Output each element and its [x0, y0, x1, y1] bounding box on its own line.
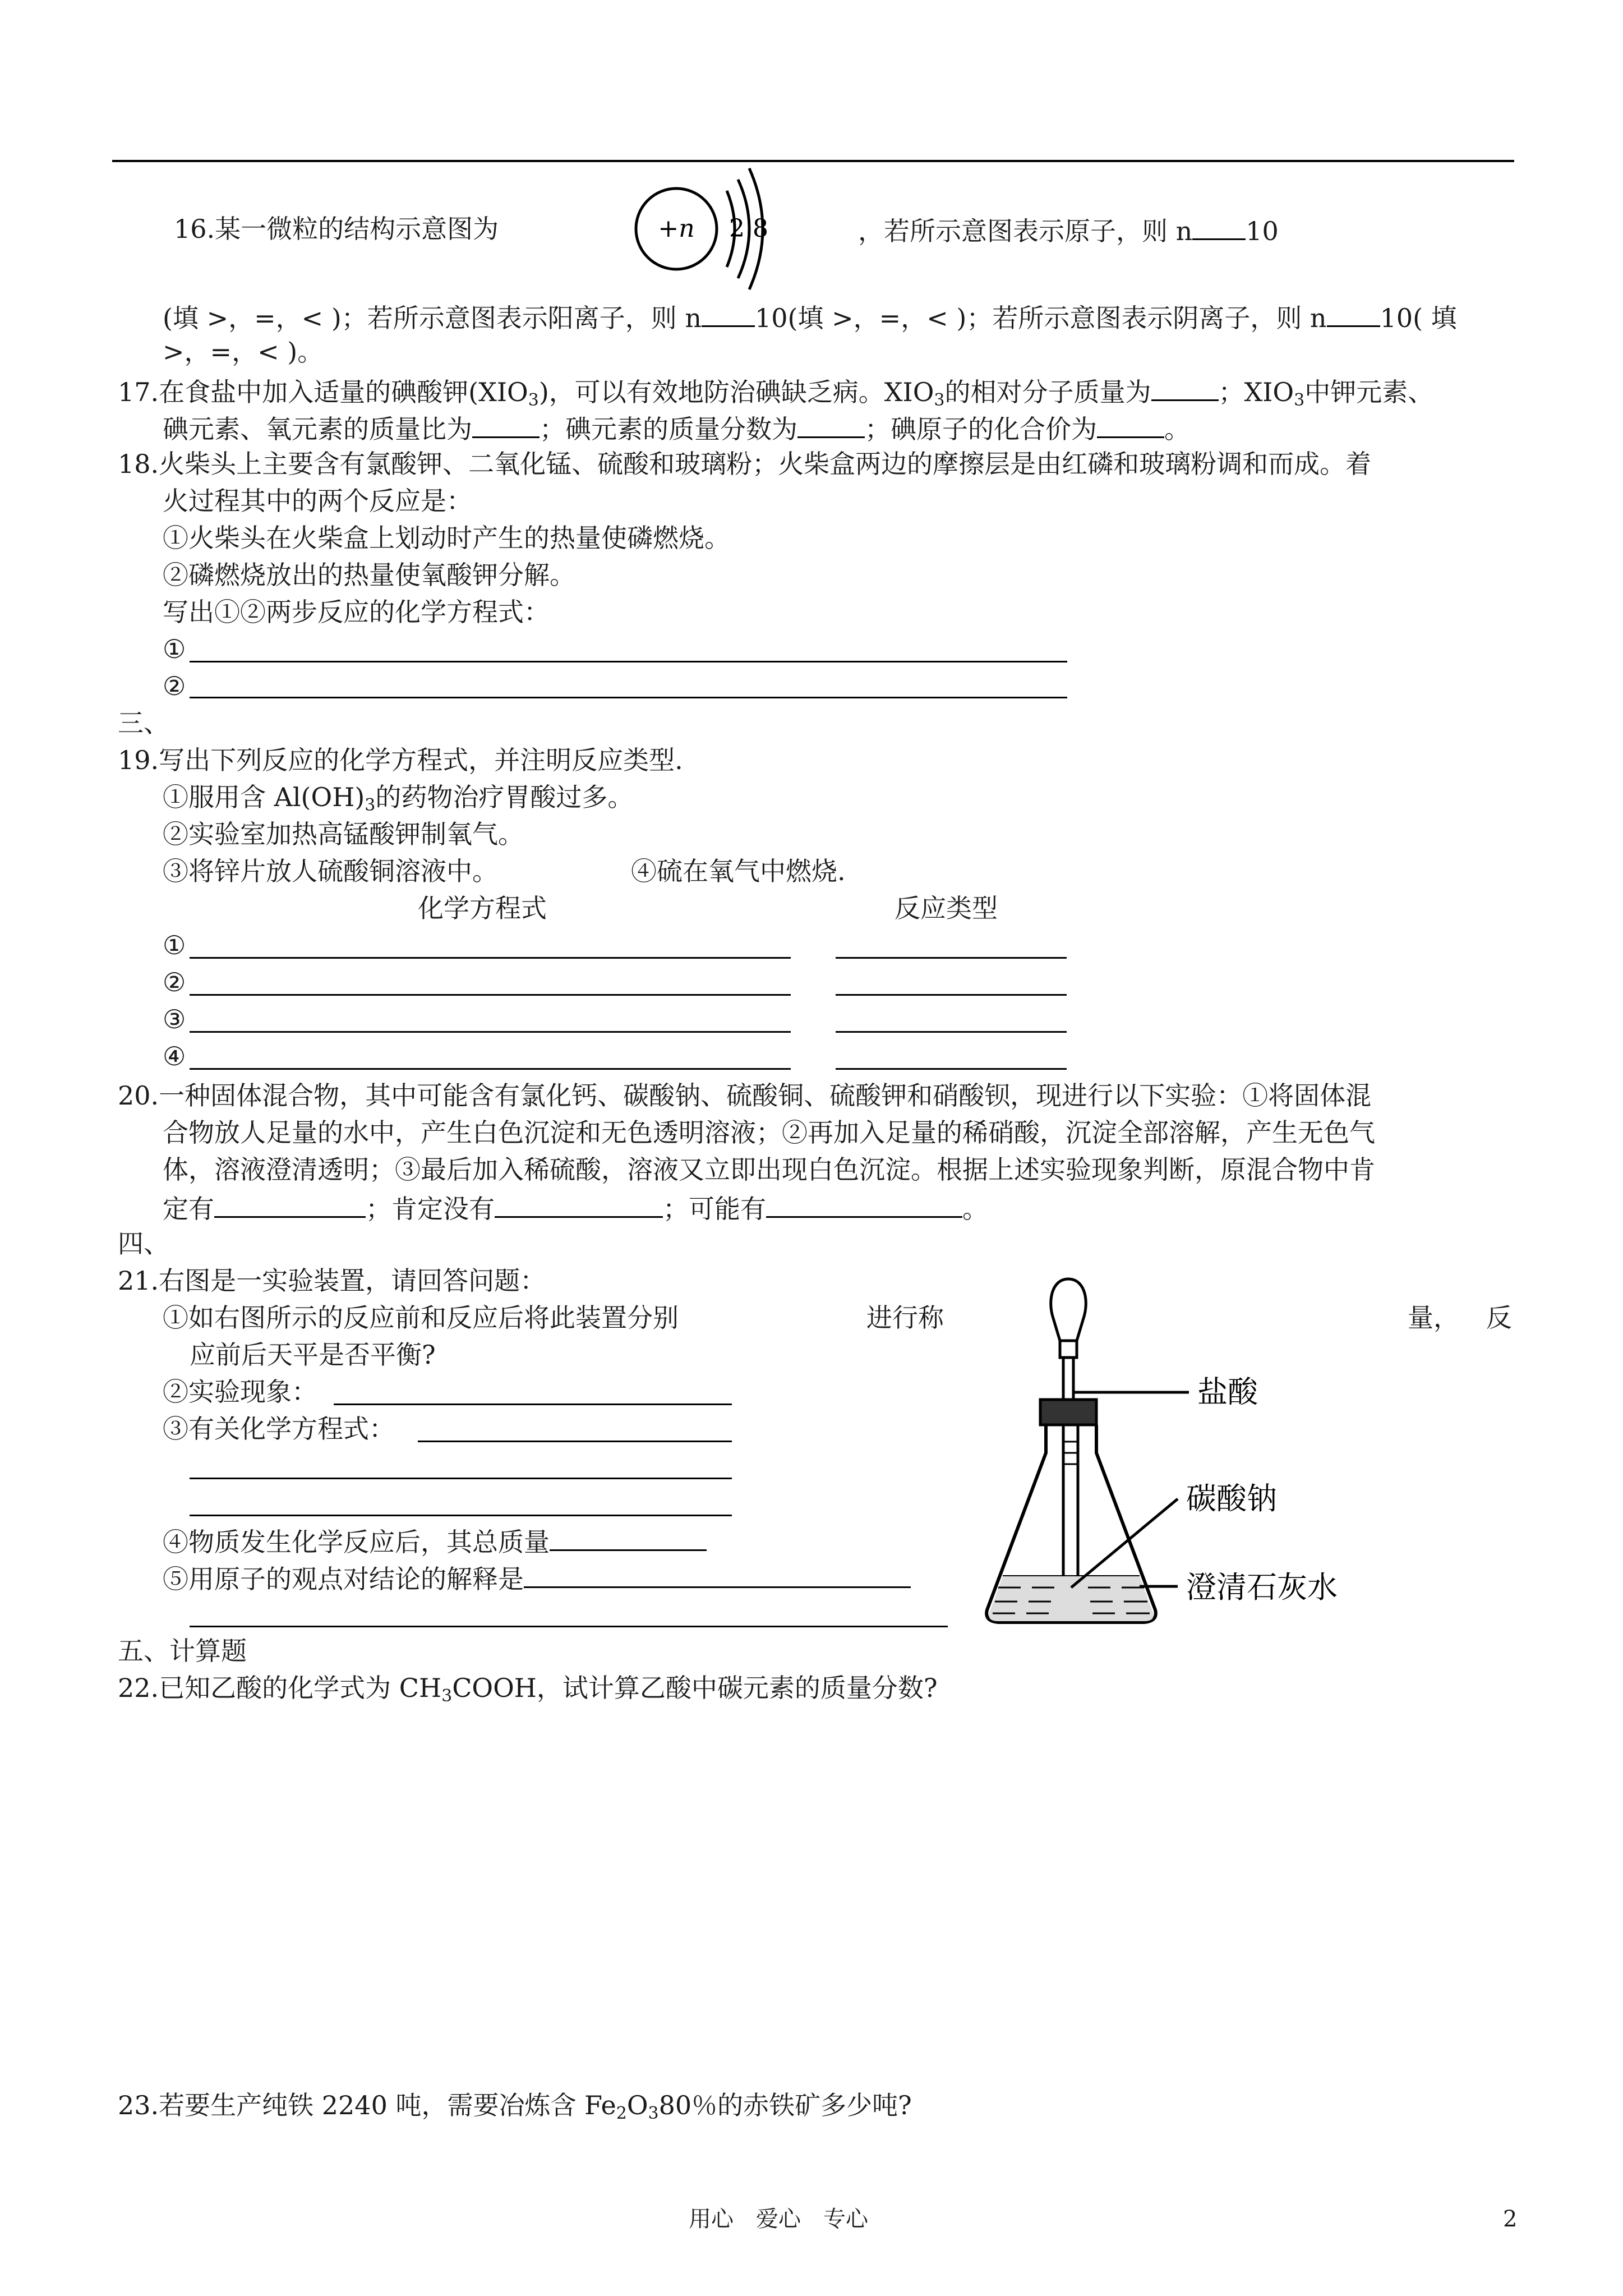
q23-line: 23.若要生产纯铁 2240 吨，需要冶炼含 $Fe_2O_380$％的赤铁矿多少吨?	[118, 2090, 912, 2123]
q18-mark1: ①	[163, 634, 186, 664]
q22-line: 22.已知乙酸的化学式为 $CH_3COOH$，试计算乙酸中碳元素的质量分数?	[118, 1673, 938, 1706]
dropper-bulb	[1051, 1279, 1086, 1341]
answer-line[interactable]	[836, 1031, 1067, 1033]
q18-line5: 写出①②两步反应的化学方程式：	[163, 597, 550, 627]
q19-col-equation: 化学方程式	[418, 893, 547, 923]
q19-mark1: ①	[163, 930, 186, 960]
answer-blank[interactable]	[524, 1564, 911, 1588]
q21-line3: 应前后天平是否平衡?	[190, 1340, 436, 1370]
answer-blank[interactable]	[1327, 303, 1380, 327]
answer-line[interactable]	[190, 957, 791, 959]
q20-line2: 合物放人足量的水中，产生白色沉淀和无色透明溶液；②再加入足量的稀硝酸，沉淀全部溶解，产生无色气	[163, 1117, 1375, 1148]
shell-electrons: 2 8	[729, 214, 768, 243]
q18-line1: 18.火柴头上主要含有氯酸钾、二氧化锰、硫酸和玻璃粉；火柴盒两边的摩擦层是由红磷和玻璃粉调和而成。着	[118, 449, 1372, 479]
answer-line[interactable]	[836, 994, 1067, 996]
answer-line[interactable]	[190, 1515, 732, 1516]
answer-blank[interactable]	[1097, 414, 1164, 438]
answer-line[interactable]	[418, 1441, 732, 1442]
q19-col-type: 反应类型	[895, 893, 998, 923]
label-hydrochloric-acid: 盐酸	[1197, 1374, 1258, 1410]
limewater-liquid	[989, 1576, 1153, 1621]
q21-line4: ②实验现象：	[163, 1377, 317, 1407]
q21-line2d: 反	[1486, 1303, 1512, 1333]
answer-blank[interactable]	[766, 1194, 962, 1218]
nucleus-label: +n	[658, 214, 695, 243]
q16-line3: >，=，< )。	[163, 337, 324, 367]
dropper-neck	[1060, 1341, 1077, 1358]
leader-na2co3	[1071, 1499, 1178, 1588]
section-5-heading: 五、计算题	[118, 1636, 247, 1666]
answer-line[interactable]	[190, 994, 791, 996]
q19-mark3: ③	[163, 1004, 186, 1034]
answer-line[interactable]	[836, 957, 1067, 959]
label-sodium-carbonate: 碳酸钠	[1186, 1481, 1277, 1516]
answer-line[interactable]	[190, 1478, 732, 1479]
answer-blank[interactable]	[1151, 377, 1219, 401]
q18-line3: ①火柴头在火柴盒上划动时产生的热量使磷燃烧。	[163, 523, 730, 553]
q21-line5: ③有关化学方程式：	[163, 1414, 395, 1444]
atom-structure-diagram	[623, 163, 780, 292]
answer-blank[interactable]	[797, 414, 865, 438]
q18-mark2: ②	[163, 671, 186, 701]
answer-blank[interactable]	[214, 1194, 366, 1218]
q19-line2: ①服用含 $Al(OH)_3$的药物治疗胃酸过多。	[163, 782, 634, 815]
q20-line3: 体，溶液澄清透明；③最后加入稀硫酸，溶液又立即出现白色沉淀。根据上述实验现象判断，原混合物中肯	[163, 1154, 1375, 1185]
section-3-heading: 三、	[118, 708, 169, 738]
q16-line1: 16.某一微粒的结构示意图为	[174, 214, 499, 244]
q21-line1: 21.右图是一实验装置，请回答问题：	[118, 1266, 546, 1296]
answer-blank[interactable]	[495, 1194, 663, 1218]
page-number: 2	[1503, 2206, 1518, 2232]
q21-line2b: 进行称	[866, 1303, 944, 1333]
q21-line2c: 量，	[1408, 1303, 1459, 1333]
answer-blank[interactable]	[472, 414, 540, 438]
answer-line[interactable]	[334, 1404, 732, 1405]
q16-line2: (填 >，=，< )；若所示意图表示阳离子，则 n 10(填 >，=，< )；若所示意图表示阴离子，则 n 10( 填	[163, 303, 1457, 333]
q20-line1: 20.一种固体混合物，其中可能含有氯化钙、碳酸钠、硫酸铜、硫酸钾和硝酸钡，现进行以下实验：①将固体混	[118, 1080, 1372, 1111]
q17-line2: 碘元素、氧元素的质量比为 ；碘元素的质量分数为 ；碘原子的化合价为 。	[163, 414, 1190, 444]
q17-line1: 17.在食盐中加入适量的碘酸钾$(XIO_3)$，可以有效地防治碘缺乏病。$XIO_3$的相对分子质量为 ；$XIO_3$中钾元素、	[118, 377, 1434, 410]
q21-line6: ④物质发生化学反应后，其总质量	[163, 1527, 707, 1555]
q19-mark4: ④	[163, 1041, 186, 1071]
section-4-heading: 四、	[118, 1228, 169, 1259]
answer-line[interactable]	[190, 661, 1067, 662]
rubber-stopper	[1040, 1400, 1096, 1425]
label-limewater: 澄清石灰水	[1186, 1570, 1338, 1605]
q21-line7: ⑤用原子的观点对结论的解释是	[163, 1564, 911, 1592]
answer-line[interactable]	[190, 1031, 791, 1033]
footer-motto: 用心 爱心 专心	[689, 2206, 868, 2232]
answer-line[interactable]	[836, 1068, 1067, 1070]
flask-apparatus-figure	[981, 1273, 1441, 1655]
q19-line4b: ④硫在氧气中燃烧.	[631, 856, 846, 886]
q16-line1-right: ，若所示意图表示原子，则 n 10	[858, 216, 1279, 246]
q19-line4a: ③将锌片放人硫酸铜溶液中。	[163, 856, 498, 886]
answer-blank[interactable]	[550, 1527, 707, 1551]
answer-blank[interactable]	[1192, 216, 1246, 240]
q20-line4: 定有 ；肯定没有 ；可能有 。	[163, 1194, 988, 1224]
answer-line[interactable]	[190, 1068, 791, 1070]
q19-mark2: ②	[163, 967, 186, 997]
answer-line[interactable]	[190, 697, 1067, 698]
header-rule	[112, 160, 1514, 162]
q21-line2a: ①如右图所示的反应前和反应后将此装置分别	[163, 1303, 679, 1333]
answer-blank[interactable]	[702, 303, 755, 327]
q19-line1: 19.写出下列反应的化学方程式，并注明反应类型.	[118, 745, 683, 775]
q19-line3: ②实验室加热高锰酸钾制氧气。	[163, 819, 524, 849]
q18-line4: ②磷燃烧放出的热量使氧酸钾分解。	[163, 560, 575, 590]
q18-line2: 火过程其中的两个反应是：	[163, 486, 472, 516]
answer-line[interactable]	[190, 1626, 948, 1627]
